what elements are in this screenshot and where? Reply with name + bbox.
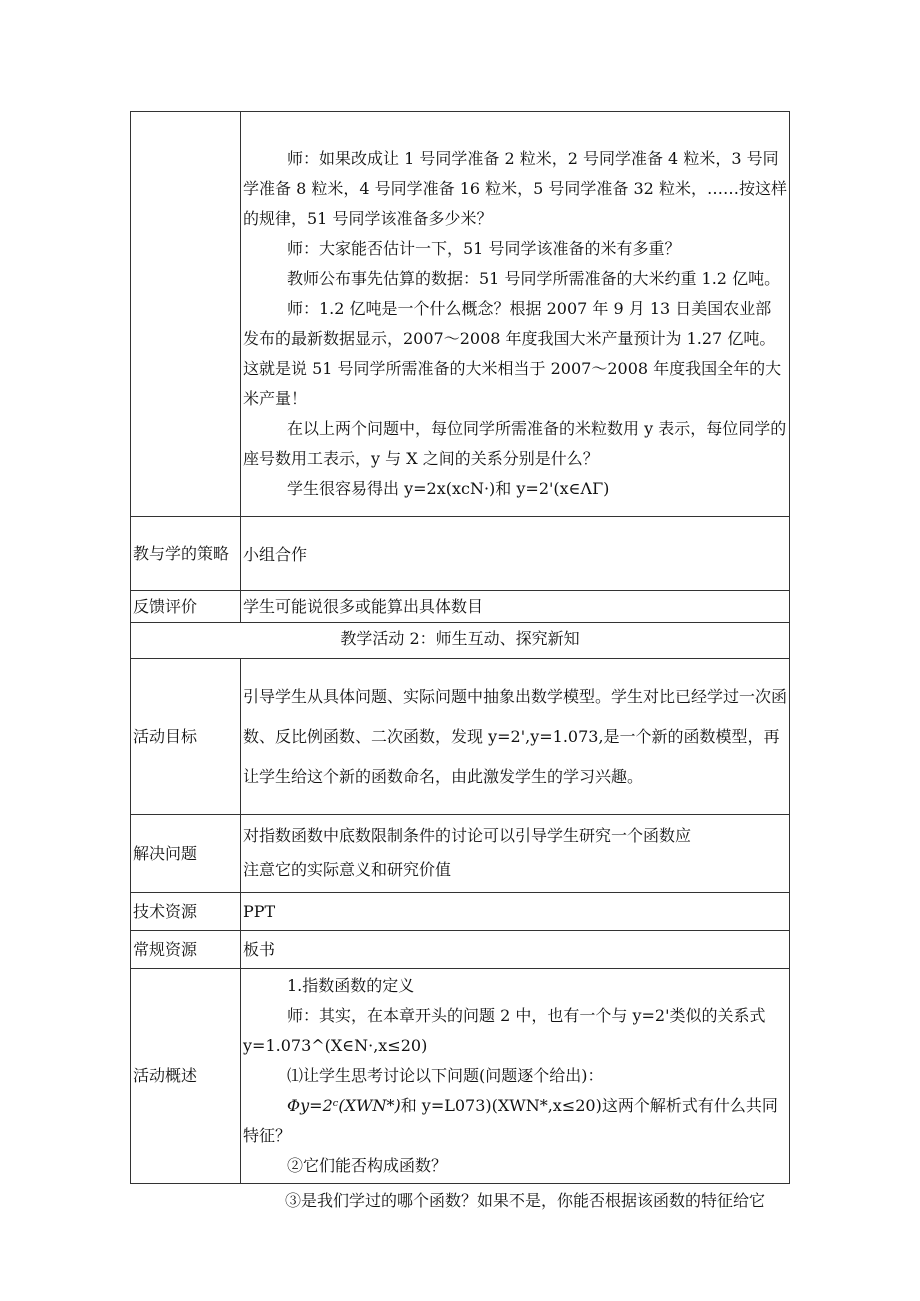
solve-line-1: 对指数函数中底数限制条件的讨论可以引导学生研究一个函数应 bbox=[243, 826, 692, 845]
paragraph: 师：大家能否估计一下，51 号同学该准备的米有多重？ bbox=[287, 239, 681, 258]
lesson-plan-table bbox=[130, 111, 790, 1184]
strategy-value: 小组合作 bbox=[243, 545, 308, 564]
table-row bbox=[131, 815, 789, 893]
goal-label: 活动目标 bbox=[131, 659, 241, 814]
paragraph: 师：其实，在本章开头的问题 2 中，也有一个与 y=2'类似的关系式 y=1.073^(X∈N·,x≤20) bbox=[243, 1006, 766, 1055]
table-row bbox=[131, 591, 789, 623]
table-row bbox=[131, 112, 789, 517]
paragraph: 师：1.2 亿吨是一个什么概念？根据 2007 年 9 月 13 日美国农业部发布的最新数据显示，2007～2008 年度我国大米产量预计为 1.27 亿吨。这就是说 51 号同学所需准备的大米相当于 2007～2008 年度我国全年的大米产量！ bbox=[243, 299, 782, 408]
formula-italic: Φy=2ᶜ(XWN*) bbox=[287, 1096, 401, 1115]
activity-2-title: 教学活动 2：师生互动、探究新知 bbox=[340, 629, 580, 648]
paragraph bbox=[243, 1091, 787, 1151]
goal-value bbox=[241, 659, 789, 814]
table-row bbox=[131, 517, 789, 591]
overview-label: 活动概述 bbox=[131, 969, 241, 1183]
solve-label: 解决问题 bbox=[131, 815, 241, 892]
strategy-label: 教与学的策略 bbox=[131, 517, 241, 590]
solve-value bbox=[241, 815, 789, 892]
overview-heading: 1.指数函数的定义 bbox=[287, 976, 415, 995]
paragraph: ②它们能否构成函数？ bbox=[287, 1156, 448, 1175]
overview-value bbox=[241, 969, 789, 1183]
paragraph: 学生很容易得出 y=2x(xcN·)和 y=2'(x∈ΛΓ) bbox=[287, 479, 610, 498]
table-row bbox=[131, 931, 789, 969]
feedback-value: 学生可能说很多或能算出具体数目 bbox=[243, 597, 484, 616]
goal-text: 引导学生从具体问题、实际问题中抽象出数学模型。学生对比已经学过一次函数、反比例函数、二次函数，发现 y=2',y=1.073,是一个新的函数模型，再让学生给这个新的函数命名，由此激发学生的学习兴趣。 bbox=[243, 686, 788, 786]
row-label-empty bbox=[131, 112, 241, 516]
table-row bbox=[131, 969, 789, 1183]
continued-text: ③是我们学过的哪个函数？如果不是，你能否根据该函数的特征给它 bbox=[285, 1191, 766, 1210]
feedback-label: 反馈评价 bbox=[131, 591, 241, 622]
paragraph: 在以上两个问题中，每位同学所需准备的米粒数用 y 表示，每位同学的座号数用工表示，y 与 X 之间的关系分别是什么？ bbox=[243, 419, 787, 468]
paragraph: 教师公布事先估算的数据：51 号同学所需准备的大米约重 1.2 亿吨。 bbox=[287, 269, 781, 288]
tech-value: PPT bbox=[243, 902, 276, 921]
table-row bbox=[131, 623, 789, 659]
solve-line-2: 注意它的实际意义和研究价值 bbox=[243, 860, 452, 879]
table-row bbox=[131, 893, 789, 931]
regular-value: 板书 bbox=[243, 940, 276, 959]
paragraph: ⑴让学生思考讨论以下问题(问题逐个给出)： bbox=[287, 1066, 604, 1085]
regular-label: 常规资源 bbox=[131, 931, 241, 968]
dialogue-cell bbox=[241, 112, 789, 516]
tech-label: 技术资源 bbox=[131, 893, 241, 930]
table-row bbox=[131, 659, 789, 815]
formula-rest: 和 y=L073)(XWN*,x≤20)这两个解析式有什么共同特征？ bbox=[243, 1096, 778, 1145]
paragraph: 师：如果改成让 1 号同学准备 2 粒米，2 号同学准备 4 粒米，3 号同学准备 8 粒米，4 号同学准备 16 粒米，5 号同学准备 32 粒米，……按这样的规律，51 号同学该准备多少米？ bbox=[243, 149, 787, 228]
